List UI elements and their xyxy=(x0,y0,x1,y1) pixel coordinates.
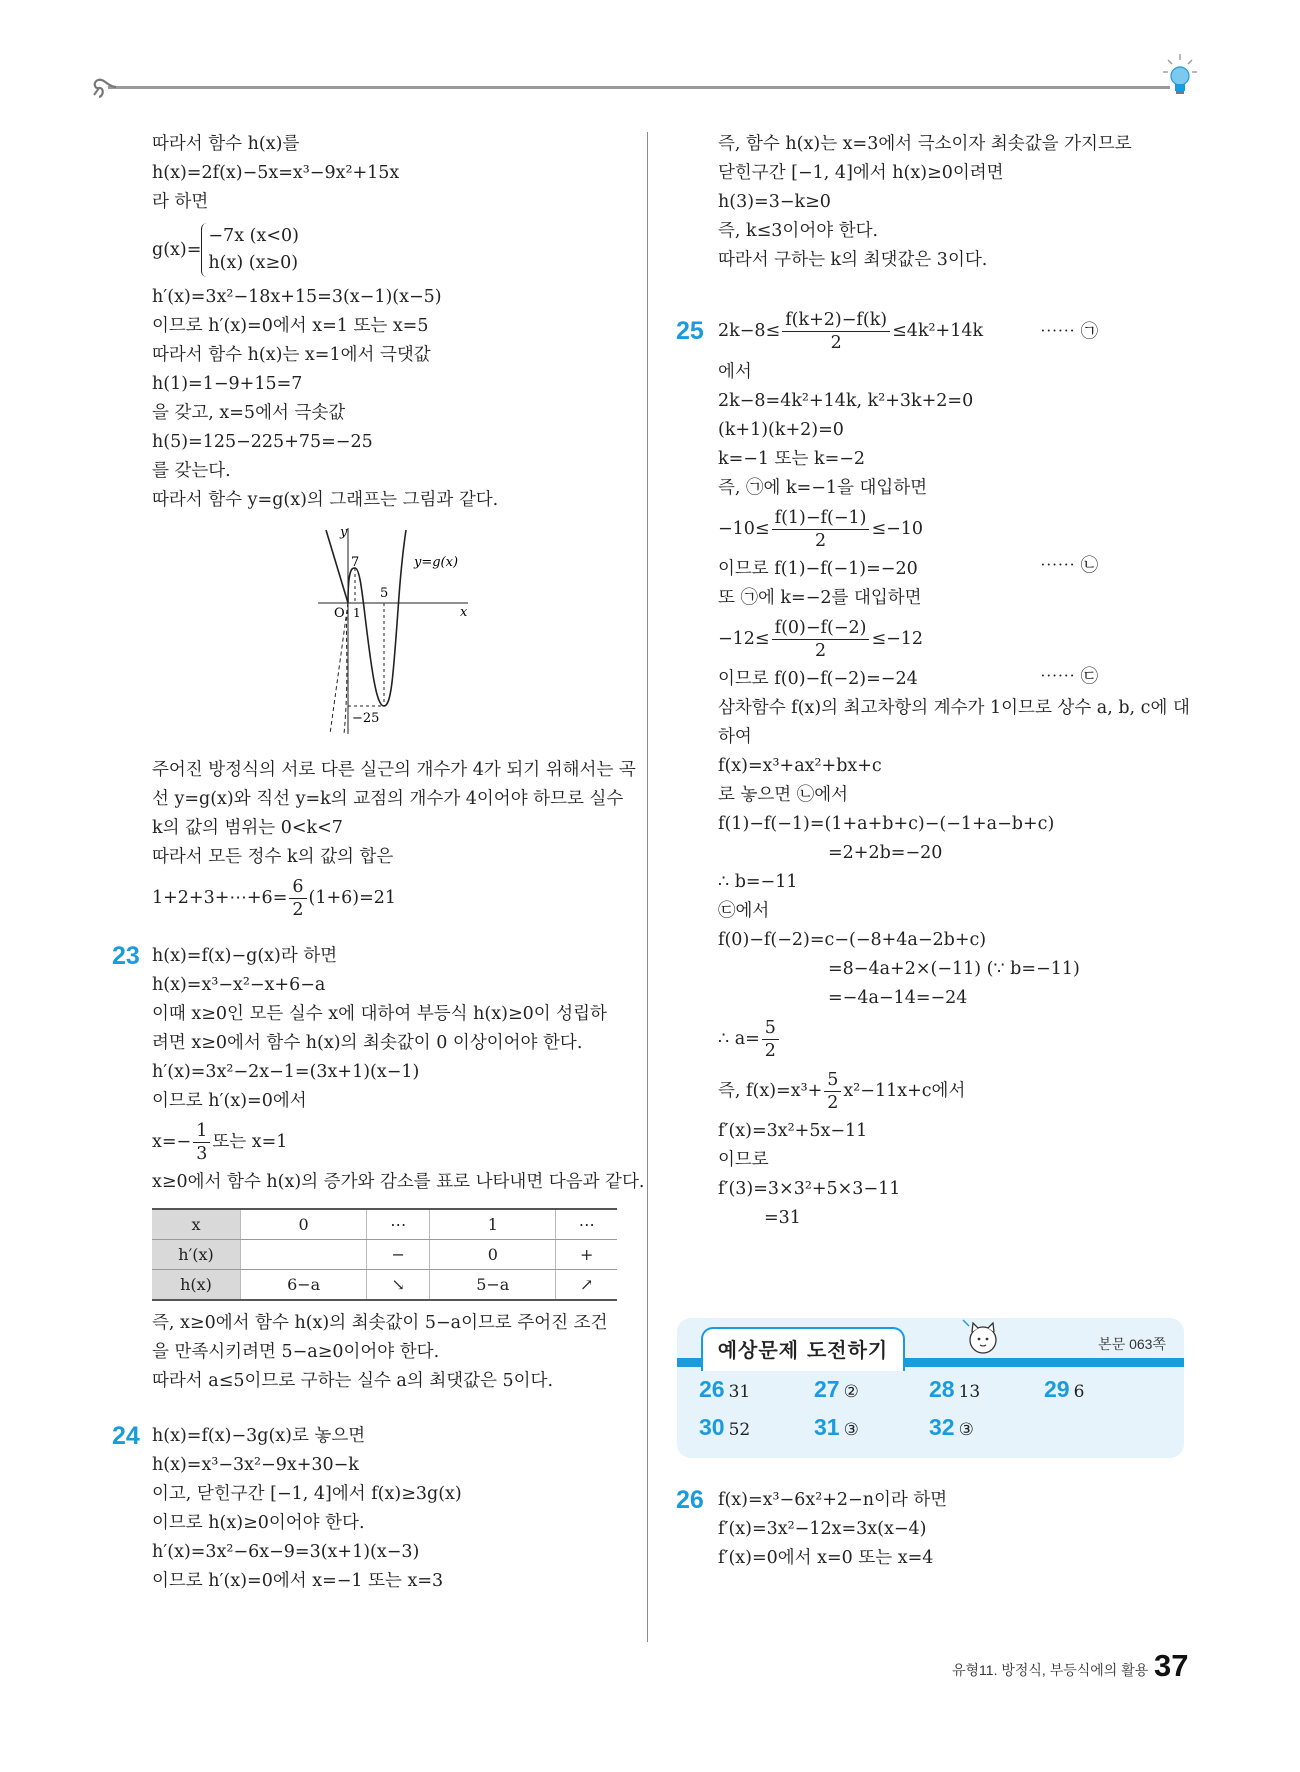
answer-item xyxy=(814,1376,859,1403)
solution-24-continued xyxy=(718,130,1188,275)
table-cell: 6−a xyxy=(241,1270,367,1301)
numerator: f(0)−f(−2) xyxy=(772,617,870,640)
answer-item xyxy=(929,1376,980,1403)
text-line: k의 값의 범위는 0<k<7 xyxy=(152,818,343,838)
solution-25 xyxy=(718,304,1188,1233)
text-line: ㉢에서 xyxy=(718,901,770,921)
solution-23 xyxy=(152,942,645,1197)
a-value-line xyxy=(718,1013,1188,1065)
fraction xyxy=(824,1069,841,1114)
ineq-right: ≤−10 xyxy=(871,518,924,539)
f-left: 즉, f(x)=x³+ xyxy=(718,1080,823,1101)
root-left: x=− xyxy=(152,1131,192,1152)
text-line: 이므로 h′(x)=0에서 x=1 또는 x=5 xyxy=(152,316,429,336)
x-axis-label: x xyxy=(460,605,468,620)
denominator: 2 xyxy=(292,899,304,920)
ribbon-knot-icon xyxy=(90,74,120,100)
table-cell: 1 xyxy=(430,1209,556,1240)
text-line: 려면 x≥0에서 함수 h(x)의 최솟값이 0 이상이어야 한다. xyxy=(152,1033,583,1053)
y-axis-label: y xyxy=(340,525,348,540)
text-line: 를 갖는다. xyxy=(152,461,231,481)
text-line: 닫힌구간 [−1, 4]에서 h(x)≥0이려면 xyxy=(718,163,1004,183)
table-cell: ⋯ xyxy=(367,1209,430,1240)
denominator: 2 xyxy=(764,1040,776,1061)
numerator: f(k+2)−f(k) xyxy=(782,309,890,332)
answer-item xyxy=(699,1414,750,1441)
inequality-line xyxy=(718,304,1188,358)
solution-24 xyxy=(152,1422,632,1596)
problem-number-24: 24 xyxy=(112,1422,140,1450)
numerator: f(1)−f(−1) xyxy=(772,507,870,530)
answer-number: 27 xyxy=(814,1376,840,1402)
table-cell: ↘ xyxy=(367,1270,430,1301)
sum-left: 1+2+3+⋯+6= xyxy=(152,887,288,908)
text-line: 에서 xyxy=(718,362,752,382)
column-divider xyxy=(647,132,648,1642)
text-line: 주어진 방정식의 서로 다른 실근의 개수가 4가 되기 위해서는 곡 xyxy=(152,760,636,780)
text-line: 따라서 함수 h(x)를 xyxy=(152,134,300,154)
solution-23-end xyxy=(152,1309,632,1396)
text-line: 을 갖고, x=5에서 극솟값 xyxy=(152,403,346,423)
tick-label-5: 5 xyxy=(380,586,389,601)
math-line: 이므로 f(0)−f(−2)=−24 xyxy=(718,669,918,689)
math-line: f′(x)=3x²+5x−11 xyxy=(718,1121,868,1141)
answer-number: 29 xyxy=(1044,1376,1070,1402)
math-line: ∴ b=−11 xyxy=(718,872,798,892)
fraction xyxy=(782,309,890,354)
text-line: 로 놓으면 ㉡에서 xyxy=(718,785,849,805)
math-line: f(0)−f(−2)=c−(−8+4a−2b+c) xyxy=(718,930,987,950)
lightbulb-icon xyxy=(1162,52,1198,100)
answer-number: 28 xyxy=(929,1376,955,1402)
piecewise-lhs: g(x)= xyxy=(152,239,202,260)
numerator: 6 xyxy=(289,876,306,899)
solution-22-conclusion xyxy=(152,756,636,924)
table-cell: x xyxy=(152,1209,241,1240)
dashed-left-line xyxy=(330,603,348,734)
fraction xyxy=(772,507,870,552)
table-cell: 0 xyxy=(430,1240,556,1270)
math-line: h(x)=2f(x)−5x=x³−9x²+15x xyxy=(152,163,400,183)
text-line: 즉, ㉠에 k=−1을 대입하면 xyxy=(718,478,928,498)
math-line: =−4a−14=−24 xyxy=(828,988,968,1008)
text-line: 따라서 구하는 k의 최댓값은 3이다. xyxy=(718,250,988,270)
denominator: 2 xyxy=(814,530,827,551)
curve-left-branch xyxy=(326,530,348,603)
math-line: 이므로 f(1)−f(−1)=−20 xyxy=(718,559,918,579)
tick-label-1: 1 xyxy=(353,606,361,620)
text-line: 즉, x≥0에서 함수 h(x)의 최솟값이 5−a이므로 주어진 조건 xyxy=(152,1313,608,1333)
text-line: x≥0에서 함수 h(x)의 증가와 감소를 표로 나타내면 다음과 같다. xyxy=(152,1172,645,1192)
text-line: 또 ㉠에 k=−2를 대입하면 xyxy=(718,588,922,608)
math-line: h(x)=f(x)−3g(x)로 놓으면 xyxy=(152,1426,366,1446)
text-line: 이므로 h(x)≥0이어야 한다. xyxy=(152,1513,365,1533)
math-line: h′(x)=3x²−18x+15=3(x−1)(x−5) xyxy=(152,287,442,307)
table-cell: − xyxy=(367,1240,430,1270)
text-line: 따라서 함수 h(x)는 x=1에서 극댓값 xyxy=(152,345,431,365)
dashed-cubic-left xyxy=(344,603,348,734)
fraction xyxy=(193,1120,210,1165)
answer-number: 32 xyxy=(929,1414,955,1440)
ineq-left: −12≤ xyxy=(718,628,770,649)
max-label-7: 7 xyxy=(351,555,360,570)
sum-line xyxy=(152,872,632,924)
cat-mascot-icon xyxy=(959,1318,1005,1362)
text-line: 이므로 xyxy=(718,1150,769,1170)
ineq-left: 2k−8≤ xyxy=(718,320,781,341)
math-line: h′(x)=3x²−6x−9=3(x+1)(x−3) xyxy=(152,1542,420,1562)
table-cell: ⋯ xyxy=(556,1209,617,1240)
root-right: 또는 x=1 xyxy=(212,1131,288,1152)
min-label: −25 xyxy=(352,711,380,726)
table-cell: 0 xyxy=(241,1209,367,1240)
math-line: f(x)=x³+ax²+bx+c xyxy=(718,756,882,776)
math-line: =8−4a+2×(−11) (∵ b=−11) xyxy=(828,959,1080,979)
equation-mark-1: ⋯⋯ ㉠ xyxy=(1040,322,1099,342)
case-line: −7x (x<0) xyxy=(208,226,299,246)
math-line: h′(x)=3x²−2x−1=(3x+1)(x−1) xyxy=(152,1062,420,1082)
problem-number-23: 23 xyxy=(112,942,140,970)
table-cell xyxy=(241,1240,367,1270)
ineq-right: ≤4k²+14k xyxy=(892,320,984,341)
section-footer: 유형11. 방정식, 부등식에의 활용 xyxy=(952,1662,1149,1678)
text-line: 이고, 닫힌구간 [−1, 4]에서 f(x)≥3g(x) xyxy=(152,1484,462,1504)
sum-right: (1+6)=21 xyxy=(308,887,397,908)
ineq-left: −10≤ xyxy=(718,518,770,539)
page-number: 37 xyxy=(1154,1648,1189,1683)
math-line: h(3)=3−k≥0 xyxy=(718,192,831,212)
fraction xyxy=(289,876,306,921)
math-line: f(1)−f(−1)=(1+a+b+c)−(−1+a−b+c) xyxy=(718,814,1055,834)
panel-title: 예상문제 도전하기 xyxy=(701,1327,905,1371)
table-cell: h′(x) xyxy=(152,1240,241,1270)
table-row xyxy=(152,1209,617,1240)
answer-item xyxy=(699,1376,750,1403)
numerator: 5 xyxy=(824,1069,841,1092)
math-line: f′(3)=3×3²+5×3−11 xyxy=(718,1179,901,1199)
a-left: ∴ a= xyxy=(718,1028,760,1049)
table-cell: ↗ xyxy=(556,1270,617,1301)
math-line: h(1)=1−9+15=7 xyxy=(152,374,303,394)
inequality-line xyxy=(718,503,1188,555)
problem-number-26: 26 xyxy=(676,1486,704,1514)
math-line: h(x)=f(x)−g(x)라 하면 xyxy=(152,946,338,966)
inequality-line xyxy=(718,613,1188,665)
fraction xyxy=(762,1017,779,1062)
text-line: 즉, k≤3이어야 한다. xyxy=(718,221,879,241)
header-rule xyxy=(108,86,1170,89)
answer-value: 52 xyxy=(728,1420,751,1440)
text-line: 삼차함수 f(x)의 최고차항의 계수가 1이므로 상수 a, b, c에 대 xyxy=(718,698,1190,718)
denominator: 2 xyxy=(827,1092,839,1113)
answer-item xyxy=(929,1414,974,1441)
answer-number: 26 xyxy=(699,1376,725,1402)
text-line: 따라서 a≤5이므로 구하는 실수 a의 최댓값은 5이다. xyxy=(152,1371,554,1391)
case-line: h(x) (x≥0) xyxy=(208,253,299,273)
text-line: 이므로 h′(x)=0에서 xyxy=(152,1091,307,1111)
math-line: h(5)=125−225+75=−25 xyxy=(152,432,373,452)
answer-number: 30 xyxy=(699,1414,725,1440)
preview-answers-panel xyxy=(677,1318,1184,1458)
answer-value: 6 xyxy=(1073,1382,1085,1402)
table-cell: + xyxy=(556,1240,617,1270)
text-line: 즉, 함수 h(x)는 x=3에서 극소이자 최솟값을 가지므로 xyxy=(718,134,1132,154)
text-line: 라 하면 xyxy=(152,192,209,212)
table-cell: h(x) xyxy=(152,1270,241,1301)
answer-value: ③ xyxy=(958,1420,974,1440)
denominator: 3 xyxy=(196,1143,208,1164)
text-line: 하여 xyxy=(718,727,752,747)
math-line: f′(x)=3x²−12x=3x(x−4) xyxy=(718,1519,927,1539)
text-line: 따라서 함수 y=g(x)의 그래프는 그림과 같다. xyxy=(152,490,499,510)
f-right: x²−11x+c에서 xyxy=(843,1080,966,1101)
piecewise-definition xyxy=(152,217,632,283)
math-line: =31 xyxy=(764,1208,801,1228)
denominator: 2 xyxy=(814,640,827,661)
curve-label: y=g(x) xyxy=(414,555,459,570)
answer-item xyxy=(814,1414,859,1441)
page-reference: 본문 063쪽 xyxy=(1098,1336,1166,1352)
table-cell: 5−a xyxy=(430,1270,556,1301)
table-row xyxy=(152,1240,617,1270)
math-line: h(x)=x³−3x²−9x+30−k xyxy=(152,1455,359,1475)
table-row xyxy=(152,1270,617,1301)
answer-value: 31 xyxy=(728,1382,751,1402)
numerator: 5 xyxy=(762,1017,779,1040)
math-line: f(x)=x³−6x²+2−n이라 하면 xyxy=(718,1490,948,1510)
answer-value: ③ xyxy=(843,1420,859,1440)
denominator: 2 xyxy=(830,332,842,353)
equation-mark-2: ⋯⋯ ㉡ xyxy=(1040,556,1099,576)
text-line: 을 만족시키려면 5−a≥0이어야 한다. xyxy=(152,1342,440,1362)
numerator: 1 xyxy=(193,1120,210,1143)
text-line: 이때 x≥0인 모든 실수 x에 대하여 부등식 h(x)≥0이 성립하 xyxy=(152,1004,607,1024)
fraction xyxy=(772,617,870,662)
root-line xyxy=(152,1116,632,1168)
math-line: h(x)=x³−x²−x+6−a xyxy=(152,975,326,995)
answer-value: ② xyxy=(843,1382,859,1402)
math-line: k=−1 또는 k=−2 xyxy=(718,449,866,469)
piecewise-cases xyxy=(201,223,299,277)
text-line: 선 y=g(x)와 직선 y=k의 교점의 개수가 4이어야 하므로 실수 xyxy=(152,789,624,809)
math-line: f′(x)=0에서 x=0 또는 x=4 xyxy=(718,1548,934,1568)
solution-26 xyxy=(718,1486,1188,1573)
text-line: 따라서 모든 정수 k의 값의 합은 xyxy=(152,847,394,867)
math-line: =2+2b=−20 xyxy=(828,843,943,863)
graph-g xyxy=(318,520,478,735)
answer-value: 13 xyxy=(958,1382,981,1402)
origin-label: O xyxy=(334,606,345,621)
piecewise-brace xyxy=(201,223,299,277)
problem-number-25: 25 xyxy=(676,317,704,345)
solution-22-continued xyxy=(152,130,632,515)
answer-item xyxy=(1044,1376,1084,1403)
increase-decrease-table xyxy=(152,1208,617,1301)
f-line xyxy=(718,1065,1188,1117)
math-line: 2k−8=4k²+14k, k²+3k+2=0 xyxy=(718,391,974,411)
equation-mark-3: ⋯⋯ ㉢ xyxy=(1040,667,1099,687)
answer-number: 31 xyxy=(814,1414,840,1440)
ineq-right: ≤−12 xyxy=(871,628,924,649)
text-line: 이므로 h′(x)=0에서 x=−1 또는 x=3 xyxy=(152,1571,444,1591)
math-line: (k+1)(k+2)=0 xyxy=(718,420,844,440)
